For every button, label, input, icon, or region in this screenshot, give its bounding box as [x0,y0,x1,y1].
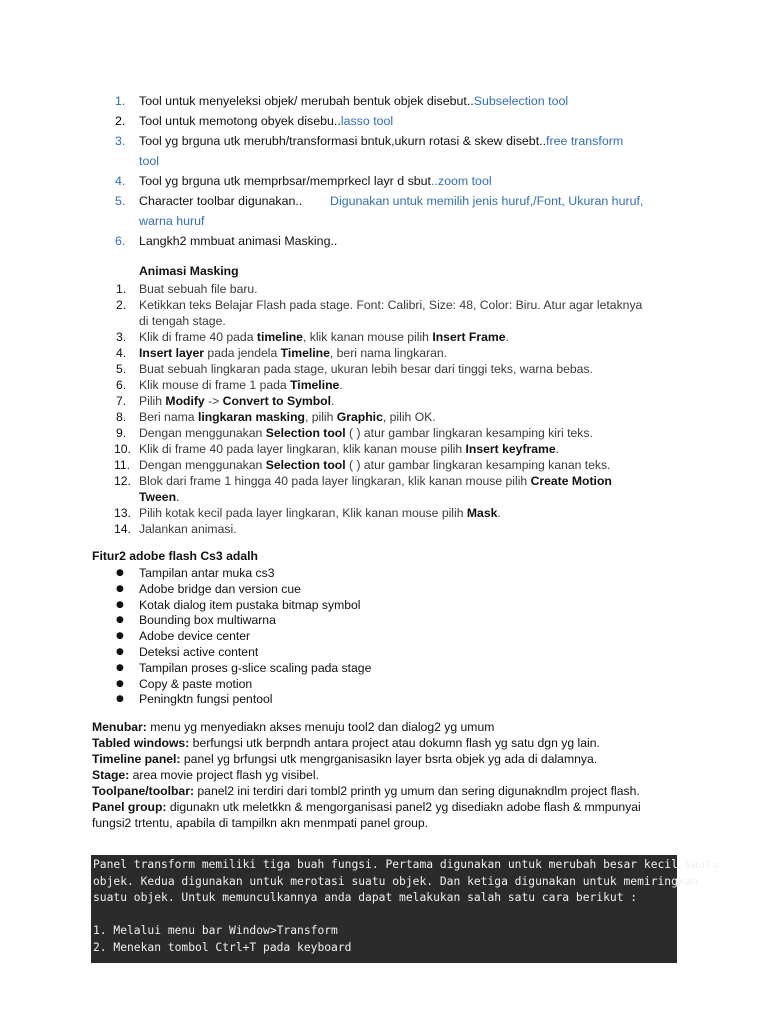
qa-answer: Subselection tool [473,94,569,108]
step-keyword: Insert layer [139,346,205,360]
step-fragment: . [497,506,501,520]
step-text [139,282,258,296]
feature-item: Tampilan antar muka cs3 [139,566,275,580]
step-fragment: , pilih [304,410,337,424]
step-keyword: Tween [139,490,177,504]
step-number: 8. [116,410,127,424]
step-fragment: pada jendela [204,346,281,360]
step-fragment: Pilih kotak kecil pada layer lingkaran, Klik kanan mouse pilih [139,506,467,520]
step-fragment: ( ) atur gambar lingkaran kesamping kiri teks. [345,426,593,440]
definition-line [92,768,319,782]
definition-line [92,736,600,750]
step-text [139,378,343,392]
step-fragment: Dengan menggunakan [139,458,266,472]
code-box-line: 2. Menekan tombol Ctrl+T pada keyboard [93,941,352,954]
definition-term: Stage: [92,768,130,782]
step-text [139,346,447,360]
step-fragment: Beri nama [139,410,198,424]
step-number: 2. [116,298,127,312]
step-fragment: . [176,490,180,504]
masking-title: Animasi Masking [139,264,239,278]
qa-answer: ..zoom tool [430,174,492,188]
step-number: 5. [116,362,127,376]
step-keyword: Mask [466,506,498,520]
bullet-icon: ● [116,647,124,657]
definition-line [92,752,597,766]
step-fragment: Klik di frame 40 pada [139,330,257,344]
step-number: 14. [114,522,131,536]
step-fragment: ( ) atur gambar lingkaran kesamping kanan teks. [345,458,611,472]
definition-desc: berfungsi utk berpndh antara project atau dokumn flash yg satu dgn yg lain. [189,736,600,750]
bullet-icon: ● [116,583,124,594]
definition-term: Toolpane/toolbar: [92,784,195,798]
qa-item [139,94,568,108]
step-number: 12. [114,474,131,488]
step-fragment: Buat sebuah lingkaran pada stage, ukuran lebih besar dari tinggi teks, warna bebas. [139,362,593,376]
step-number: 9. [116,426,127,440]
qa-answer: lasso tool [340,114,394,128]
qa-question: Tool untuk menyeleksi objek/ merubah bentuk objek disebut.. [139,94,474,108]
step-keyword: Timeline [290,378,340,392]
step-text [139,298,642,312]
definition-continued: fungsi2 trtentu, apabila di tampilkn akn menmpati panel group. [92,816,429,830]
step-text [139,506,501,520]
qa-question: Tool untuk memotong obyek disebu.. [139,114,341,128]
definition-term: Panel group: [92,800,167,814]
qa-number: 6. [115,234,126,248]
step-keyword: Selection tool [265,458,346,472]
step-fragment: . [555,442,560,456]
step-fragment: -> [204,394,223,408]
step-number: 11. [114,458,131,472]
bullet-icon: ● [116,694,124,705]
step-text-continued: di tengah stage. [139,314,226,328]
step-fragment: . [339,378,343,392]
definition-line [92,784,640,798]
step-fragment: Pilih [139,394,166,408]
step-keyword: Insert keyframe [465,442,556,456]
step-fragment: Klik mouse di frame 1 pada [139,378,291,392]
bullet-icon: ● [116,599,124,610]
qa-answer-continued: tool [139,154,159,168]
bullet-icon: ● [116,568,124,578]
definition-line [92,720,494,734]
qa-item [139,134,623,148]
definition-line [92,800,641,814]
step-text [139,426,593,440]
step-text [139,522,237,536]
step-fragment: . [330,394,335,408]
step-keyword: Timeline [280,346,330,360]
qa-question: Character toolbar digunakan.. [139,194,303,208]
definition-desc: area movie project flash yg visibel. [129,768,319,782]
step-text [139,362,593,376]
feature-item: Bounding box multiwarna [139,613,276,628]
definition-desc: panel2 ini terdiri dari tombl2 printh yg umum dan sering digunakndlm project flash. [194,784,640,798]
qa-number: 5. [115,194,126,208]
step-number: 3. [116,330,127,344]
feature-item: Adobe device center [139,629,251,644]
bullet-icon: ● [116,615,124,626]
qa-answer: free transform [546,134,624,148]
step-text [139,410,436,424]
step-text [139,474,612,488]
feature-item: Peningktn fungsi pentool [139,692,273,707]
code-box-line: 1. Melalui menu bar Window>Transform [93,924,338,938]
step-keyword: timeline [256,330,303,344]
bullet-icon: ● [116,678,124,689]
definition-term: Timeline panel: [92,752,181,766]
qa-answer: Digunakan untuk memilih jenis huruf,/Font, Ukuran huruf, [330,194,644,208]
step-text-continued [139,490,179,504]
feature-item: Tampilan proses g-slice scaling pada stage [139,660,372,675]
features-title: Fitur2 adobe flash Cs3 adalh [92,549,258,563]
step-number: 7. [116,394,127,408]
step-keyword: Create Motion [530,474,612,488]
step-fragment: Klik di frame 40 pada layer lingkaran, klik kanan mouse pilih [139,442,466,456]
definition-desc: panel yg brfungsi utk mengrganisasikn layer bsrta objek yg ada di dalamnya. [180,752,598,766]
definition-desc: menu yg menyediakn akses menuju tool2 dan dialog2 yg umum [146,720,495,734]
code-box-line: suatu objek. Untuk memunculkannya anda dapat melakukan salah satu cara berikut : [93,891,638,905]
step-fragment: Jalankan animasi. [139,522,237,536]
qa-question: Langkh2 mmbuat animasi Masking.. [139,234,338,248]
qa-question: Tool yg brguna utk memprbsar/memprkecl layr d sbut [139,174,431,188]
step-fragment: , klik kanan mouse pilih [302,330,433,344]
bullet-icon: ● [116,631,124,642]
step-keyword: Selection tool [265,426,346,440]
step-fragment: Ketikkan teks Belajar Flash pada stage. Font: Calibri, Size: 48, Color: Biru. Atur agar letaknya [139,298,643,312]
qa-number: 1. [115,94,126,108]
feature-item: Kotak dialog item pustaka bitmap symbol [139,597,361,612]
step-text [139,394,334,408]
qa-number: 3. [115,134,126,148]
feature-item: Copy & paste motion [139,676,253,691]
bullet-icon: ● [116,662,124,673]
code-box-line: objek. Kedua digunakan untuk merotasi suatu objek. Dan ketiga digunakan untuk memiringkan [93,874,699,888]
qa-number: 2. [115,114,126,128]
step-number: 1. [116,282,127,296]
step-number: 10. [114,442,131,456]
step-fragment: Dengan menggunakan [139,426,266,440]
qa-number: 4. [115,174,126,188]
step-keyword: Graphic [336,410,383,424]
step-number: 6. [116,378,127,392]
definition-term: Menubar: [92,720,147,734]
step-keyword: lingkaran masking [197,410,305,424]
step-keyword: Insert Frame [432,330,506,344]
step-fragment: Blok dari frame 1 hingga 40 pada layer lingkaran, klik kanan mouse pilih [139,474,531,488]
step-keyword: Convert to Symbol [222,394,331,408]
step-keyword: Modify [165,394,205,408]
qa-answer-continued: warna huruf [139,214,205,228]
qa-question: Tool yg brguna utk merubh/transformasi bntuk,ukurn rotasi & skew disebt.. [139,134,547,148]
qa-item [139,174,492,188]
definition-desc: digunakn utk meletkkn & mengorganisasi panel2 yg disediakn adobe flash & mmpunyai [166,800,641,814]
qa-item [139,114,393,128]
feature-item: Deteksi active content [139,645,259,659]
step-fragment: , beri nama lingkaran. [329,346,448,360]
step-fragment: Buat sebuah file baru. [139,282,258,296]
step-text [139,458,611,472]
feature-item: Adobe bridge dan version cue [139,581,301,596]
step-fragment: . [505,330,509,344]
step-fragment: , pilih OK. [382,410,436,424]
code-box-line: Panel transform memiliki tiga buah fungsi. Pertama digunakan untuk merubah besar kecil suatu [93,858,719,871]
step-text [139,442,559,456]
step-number: 13. [114,506,131,520]
step-number: 4. [116,346,127,360]
definition-term: Tabled windows: [92,736,190,750]
step-text [139,330,509,344]
